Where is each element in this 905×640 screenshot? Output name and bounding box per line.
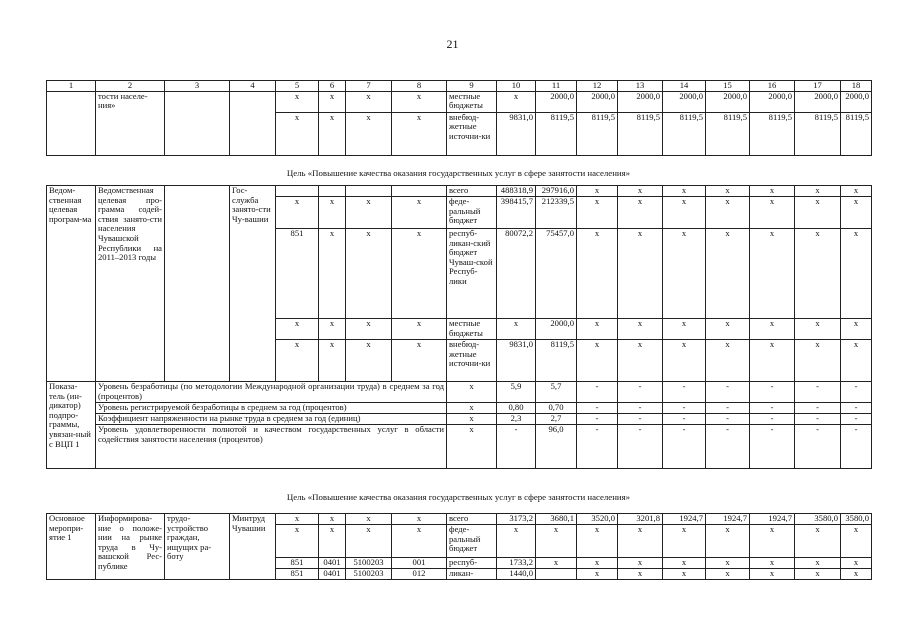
table-cell: x bbox=[618, 340, 663, 382]
table-cell: x bbox=[706, 525, 750, 558]
table-cell: 80072,2 bbox=[497, 229, 536, 319]
table-cell: x bbox=[706, 319, 750, 340]
table-cell: 2000,0 bbox=[577, 91, 618, 112]
table-cell: 2,3 bbox=[497, 414, 536, 425]
table-cell: x bbox=[795, 197, 841, 229]
table-cell: - bbox=[795, 425, 841, 469]
indicator-name: Уровень регистрируемой безработицы в среднем за год (процентов) bbox=[96, 403, 447, 414]
table-cell: 398415,7 bbox=[497, 197, 536, 229]
col-num: 3 bbox=[165, 81, 230, 92]
executor-cell: Минтруд Чувашии bbox=[230, 514, 276, 580]
table-cell: 8119,5 bbox=[577, 112, 618, 155]
col-num: 10 bbox=[497, 81, 536, 92]
table-cell: 2,7 bbox=[536, 414, 577, 425]
table-cell: 1924,7 bbox=[663, 514, 706, 525]
table-cell: - bbox=[795, 403, 841, 414]
page-number: 21 bbox=[446, 37, 459, 51]
table-cell: - bbox=[841, 425, 872, 469]
table-cell: x bbox=[346, 197, 392, 229]
table-cell bbox=[346, 186, 392, 197]
table-cell: - bbox=[618, 403, 663, 414]
table-cell: x bbox=[841, 569, 872, 580]
table-cell: 2000,0 bbox=[706, 91, 750, 112]
table-cell: x bbox=[663, 229, 706, 319]
table-cell: x bbox=[663, 186, 706, 197]
table-cell: x bbox=[346, 340, 392, 382]
table-cell bbox=[392, 186, 447, 197]
table-cell: 2000,0 bbox=[536, 91, 577, 112]
table-cell: - bbox=[841, 403, 872, 414]
table-cell: x bbox=[750, 569, 795, 580]
table-cell: x bbox=[750, 340, 795, 382]
table-cell: x bbox=[276, 525, 319, 558]
table-cell: - bbox=[795, 382, 841, 403]
table-part-2 bbox=[46, 185, 872, 469]
table-cell: x bbox=[392, 112, 447, 155]
table-cell: x bbox=[319, 197, 346, 229]
table-cell: x bbox=[392, 319, 447, 340]
table-cell: x bbox=[276, 340, 319, 382]
table-cell: x bbox=[392, 525, 447, 558]
funding-source-cell: местные бюджеты bbox=[447, 91, 497, 112]
funding-source-cell: местные бюджеты bbox=[447, 319, 497, 340]
table-cell: x bbox=[706, 340, 750, 382]
table-cell: x bbox=[795, 186, 841, 197]
table-cell: - bbox=[577, 382, 618, 403]
table-cell: 2000,0 bbox=[536, 319, 577, 340]
table-cell: - bbox=[750, 425, 795, 469]
table-cell: x bbox=[577, 197, 618, 229]
table-cell: 96,0 bbox=[536, 425, 577, 469]
table-cell: x bbox=[392, 91, 447, 112]
table-cell: - bbox=[497, 425, 536, 469]
col-num: 1 bbox=[47, 81, 96, 92]
indicator-row bbox=[47, 403, 872, 414]
table-cell: x bbox=[319, 514, 346, 525]
table-cell: x bbox=[841, 197, 872, 229]
col-num: 5 bbox=[276, 81, 319, 92]
indicator-name: Уровень удовлетворенности полнотой и качеством государственных услуг в области содействия занятости населения (процентов) bbox=[96, 425, 447, 469]
table-cell: 2000,0 bbox=[841, 91, 872, 112]
table-cell: x bbox=[346, 91, 392, 112]
table-cell: x bbox=[841, 229, 872, 319]
table-cell: x bbox=[841, 558, 872, 569]
table-cell: x bbox=[795, 525, 841, 558]
table-cell: - bbox=[706, 382, 750, 403]
table-cell: x bbox=[750, 186, 795, 197]
funding-source-cell: всего bbox=[447, 514, 497, 525]
table-cell: x bbox=[706, 229, 750, 319]
funding-source-cell: всего bbox=[447, 186, 497, 197]
table-cell: 75457,0 bbox=[536, 229, 577, 319]
table-cell: x bbox=[392, 229, 447, 319]
table-cell: x bbox=[346, 514, 392, 525]
table-cell: 8119,5 bbox=[750, 112, 795, 155]
table-cell: x bbox=[618, 229, 663, 319]
indicator-label-cell: Показа-тель (ин-дикатор) подпро-граммы, увязан-ный с ВЦП 1 bbox=[47, 382, 96, 469]
table-cell: 851 bbox=[276, 229, 319, 319]
table-cell: x bbox=[319, 340, 346, 382]
table-cell: x bbox=[276, 112, 319, 155]
table-cell: 3173,2 bbox=[497, 514, 536, 525]
table-cell: x bbox=[319, 91, 346, 112]
table-cell: 851 bbox=[276, 569, 319, 580]
table-cell: x bbox=[577, 340, 618, 382]
table-cell: - bbox=[750, 382, 795, 403]
table-cell: x bbox=[706, 186, 750, 197]
col-num: 16 bbox=[750, 81, 795, 92]
table-cell: x bbox=[346, 229, 392, 319]
goal-heading: Цель «Повышение качества оказания государственных услуг в сфере занятости населения» bbox=[286, 168, 631, 178]
col-num: 4 bbox=[230, 81, 276, 92]
table-cell: x bbox=[497, 525, 536, 558]
table-cell: 488318,9 bbox=[497, 186, 536, 197]
table-row bbox=[47, 514, 872, 525]
col-num: 6 bbox=[319, 81, 346, 92]
table-cell: 012 bbox=[392, 569, 447, 580]
table-cell: x bbox=[618, 197, 663, 229]
indicator-row bbox=[47, 425, 872, 469]
table-cell: x bbox=[841, 319, 872, 340]
table-cell bbox=[319, 186, 346, 197]
table-cell: x bbox=[577, 569, 618, 580]
table-cell: x bbox=[663, 340, 706, 382]
funding-source-cell: респуб- bbox=[447, 558, 497, 569]
table-cell: 2000,0 bbox=[795, 91, 841, 112]
table-cell: x bbox=[392, 514, 447, 525]
table-cell: - bbox=[841, 382, 872, 403]
table-cell: x bbox=[841, 525, 872, 558]
table-cell: x bbox=[795, 229, 841, 319]
executor-cell: Гос-служба занято-сти Чу-вашии bbox=[230, 186, 276, 382]
table-cell: x bbox=[750, 229, 795, 319]
table-cell: x bbox=[447, 414, 497, 425]
table-cell: - bbox=[577, 425, 618, 469]
col-num: 11 bbox=[536, 81, 577, 92]
table-cell: 851 bbox=[276, 558, 319, 569]
table-cell: 8119,5 bbox=[706, 112, 750, 155]
table-cell: x bbox=[795, 569, 841, 580]
column-number-row bbox=[47, 81, 872, 92]
table-cell: 001 bbox=[392, 558, 447, 569]
table-cell: 2000,0 bbox=[663, 91, 706, 112]
table-cell: 9831,0 bbox=[497, 112, 536, 155]
table-cell: x bbox=[346, 525, 392, 558]
table-cell: x bbox=[618, 319, 663, 340]
table-cell: x bbox=[618, 569, 663, 580]
col-num: 18 bbox=[841, 81, 872, 92]
col-num: 17 bbox=[795, 81, 841, 92]
table-cell: x bbox=[536, 558, 577, 569]
table-cell: 0,70 bbox=[536, 403, 577, 414]
table-cell: x bbox=[577, 319, 618, 340]
table-cell: x bbox=[706, 569, 750, 580]
activity-goal-cell: трудо-устройство граждан, ищущих ра-боту bbox=[165, 514, 230, 580]
table-cell: - bbox=[706, 414, 750, 425]
table-cell: x bbox=[618, 558, 663, 569]
table-cell: x bbox=[319, 319, 346, 340]
table-row bbox=[47, 91, 872, 112]
table-cell: 3580,0 bbox=[841, 514, 872, 525]
col-num: 2 bbox=[96, 81, 165, 92]
table-cell: 3580,0 bbox=[795, 514, 841, 525]
activity-name-cell: Информирова-ние о положе-нии на рынке труда в Чу-вашской Рес-публике bbox=[96, 514, 165, 580]
table-cell: - bbox=[663, 382, 706, 403]
table-cell: 1924,7 bbox=[750, 514, 795, 525]
table-cell: - bbox=[577, 403, 618, 414]
table-cell: x bbox=[750, 319, 795, 340]
program-type-cell: Ведом-ственная целевая програм-ма bbox=[47, 186, 96, 382]
table-cell: - bbox=[841, 414, 872, 425]
table-cell: - bbox=[795, 414, 841, 425]
funding-source-cell: респуб-ликан-ский бюджет Чуваш-ской Респуб-лики bbox=[447, 229, 497, 319]
table-cell: x bbox=[618, 186, 663, 197]
funding-source-cell: ликан- bbox=[447, 569, 497, 580]
table-cell: x bbox=[346, 112, 392, 155]
table-cell: x bbox=[577, 229, 618, 319]
table-cell: x bbox=[663, 569, 706, 580]
table-cell: - bbox=[706, 425, 750, 469]
table-cell: x bbox=[392, 340, 447, 382]
col-num: 7 bbox=[346, 81, 392, 92]
table-cell: - bbox=[618, 425, 663, 469]
table-cell: - bbox=[663, 414, 706, 425]
table-cell: 1440,0 bbox=[497, 569, 536, 580]
table-cell: x bbox=[795, 340, 841, 382]
table-cell: 8119,5 bbox=[536, 112, 577, 155]
table-cell: - bbox=[663, 425, 706, 469]
table-cell: x bbox=[497, 319, 536, 340]
table-cell: x bbox=[706, 197, 750, 229]
table-cell: x bbox=[663, 319, 706, 340]
table-cell: - bbox=[750, 414, 795, 425]
indicator-name: Уровень безработицы (по методологии Международной организации труда) в среднем за год (процентов) bbox=[96, 382, 447, 403]
table-cell: x bbox=[577, 558, 618, 569]
table-cell: x bbox=[618, 525, 663, 558]
table-cell: 8119,5 bbox=[618, 112, 663, 155]
table-cell: - bbox=[577, 414, 618, 425]
table-cell: x bbox=[706, 558, 750, 569]
indicator-name: Коэффициент напряженности на рынке труда в среднем за год (единиц) bbox=[96, 414, 447, 425]
goal-heading: Цель «Повышение качества оказания государственных услуг в сфере занятости населения» bbox=[286, 492, 631, 502]
table-cell: 3520,0 bbox=[577, 514, 618, 525]
table-cell: x bbox=[841, 340, 872, 382]
table-cell: x bbox=[841, 186, 872, 197]
table-cell: x bbox=[536, 525, 577, 558]
table-cell: x bbox=[663, 197, 706, 229]
table-cell: x bbox=[447, 382, 497, 403]
table-cell: 8119,5 bbox=[663, 112, 706, 155]
table-cell: 5100203 bbox=[346, 569, 392, 580]
table-cell: 5100203 bbox=[346, 558, 392, 569]
table-cell: - bbox=[618, 414, 663, 425]
program-name-cell: Ведомственная целевая про-грамма содей-ствия занято-сти населения Чувашской Республики на 2011–2013 годы bbox=[96, 186, 165, 382]
funding-source-cell: внебюд-жетные источни-ки bbox=[447, 340, 497, 382]
table-row bbox=[47, 186, 872, 197]
funding-source-cell: феде-ральный бюджет bbox=[447, 197, 497, 229]
table-cell: - bbox=[706, 403, 750, 414]
col-num: 13 bbox=[618, 81, 663, 92]
table-cell: x bbox=[663, 525, 706, 558]
table-cell bbox=[536, 569, 577, 580]
table-cell: 2000,0 bbox=[618, 91, 663, 112]
table-cell: x bbox=[346, 319, 392, 340]
table-cell: x bbox=[319, 112, 346, 155]
table-cell: x bbox=[319, 229, 346, 319]
table-cell: 2000,0 bbox=[750, 91, 795, 112]
table-cell: 3201,8 bbox=[618, 514, 663, 525]
col-num: 12 bbox=[577, 81, 618, 92]
table-cell: x bbox=[663, 558, 706, 569]
table-cell: 0401 bbox=[319, 558, 346, 569]
table-cell: 1733,2 bbox=[497, 558, 536, 569]
table-cell: - bbox=[618, 382, 663, 403]
table-part-1 bbox=[46, 80, 872, 156]
funding-source-cell: внебюд-жетные источни-ки bbox=[447, 112, 497, 155]
table-cell: x bbox=[319, 525, 346, 558]
table-cell: x bbox=[276, 197, 319, 229]
funding-source-cell: феде-ральный бюджет bbox=[447, 525, 497, 558]
table-cell bbox=[276, 186, 319, 197]
table-cell: x bbox=[392, 197, 447, 229]
table-cell: x bbox=[750, 525, 795, 558]
table-cell: 8119,5 bbox=[536, 340, 577, 382]
col-num: 9 bbox=[447, 81, 497, 92]
table-cell: x bbox=[447, 403, 497, 414]
indicator-row bbox=[47, 414, 872, 425]
indicator-row bbox=[47, 382, 872, 403]
table-cell: x bbox=[276, 91, 319, 112]
table-cell: x bbox=[276, 319, 319, 340]
table-cell: 297916,0 bbox=[536, 186, 577, 197]
table-cell: x bbox=[750, 558, 795, 569]
table-cell: x bbox=[795, 558, 841, 569]
col-num: 14 bbox=[663, 81, 706, 92]
table-cell: 9831,0 bbox=[497, 340, 536, 382]
table-cell: x bbox=[577, 525, 618, 558]
table-cell: 3680,1 bbox=[536, 514, 577, 525]
table-cell: x bbox=[497, 91, 536, 112]
table-cell: - bbox=[663, 403, 706, 414]
table-cell: 5,9 bbox=[497, 382, 536, 403]
table-part-3 bbox=[46, 513, 872, 580]
table-cell: 0401 bbox=[319, 569, 346, 580]
table-cell: x bbox=[276, 514, 319, 525]
table-cell: 5,7 bbox=[536, 382, 577, 403]
activity-name-cell: тости населе-ния» bbox=[96, 91, 165, 155]
table-cell: - bbox=[750, 403, 795, 414]
table-cell: 8119,5 bbox=[795, 112, 841, 155]
table-cell: x bbox=[750, 197, 795, 229]
table-cell: 0,80 bbox=[497, 403, 536, 414]
col-num: 8 bbox=[392, 81, 447, 92]
table-cell: x bbox=[795, 319, 841, 340]
table-cell: x bbox=[577, 186, 618, 197]
col-num: 15 bbox=[706, 81, 750, 92]
table-cell: 1924,7 bbox=[706, 514, 750, 525]
table-cell: 212339,5 bbox=[536, 197, 577, 229]
activity-type-cell: Основное меропри-ятие 1 bbox=[47, 514, 96, 580]
table-cell: x bbox=[447, 425, 497, 469]
table-cell: 8119,5 bbox=[841, 112, 872, 155]
